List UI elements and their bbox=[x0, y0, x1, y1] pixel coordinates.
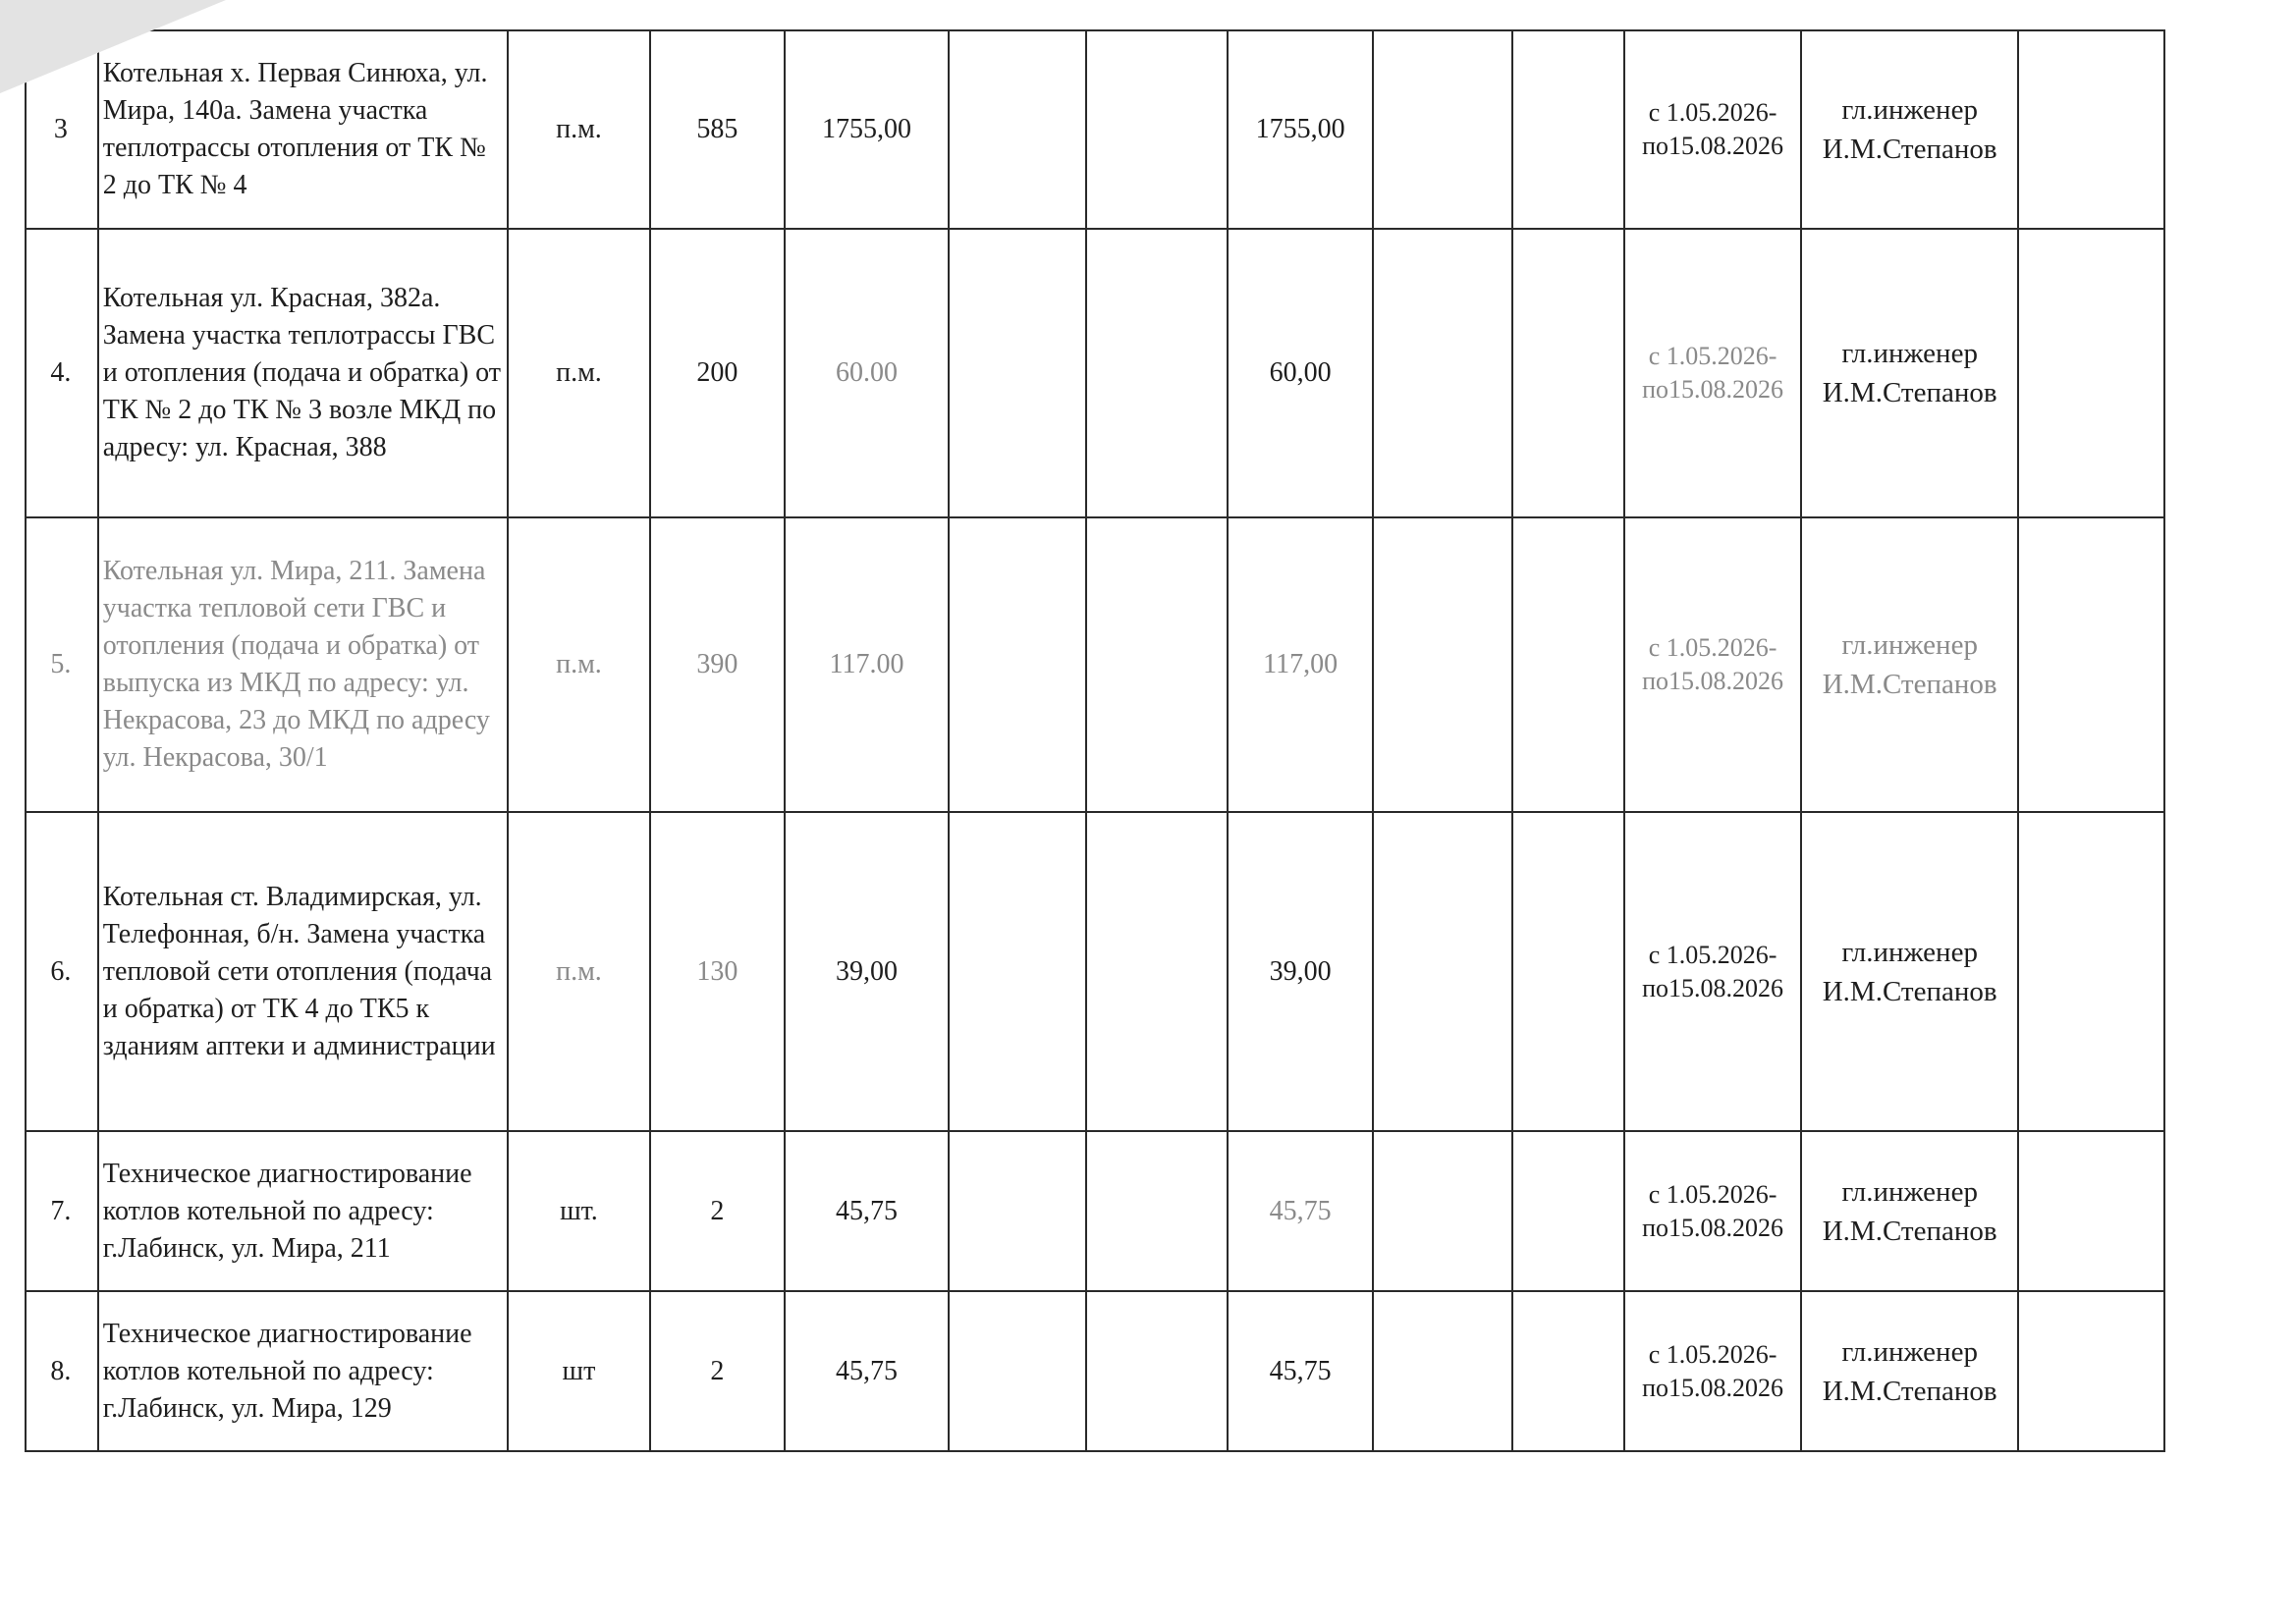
quantity-cell: 130 bbox=[650, 812, 785, 1131]
quantity-cell: 2 bbox=[650, 1131, 785, 1291]
table-row bbox=[26, 517, 2164, 812]
row-number: 8. bbox=[26, 1291, 98, 1451]
empty-cell bbox=[1373, 1291, 1511, 1451]
empty-cell bbox=[2018, 812, 2164, 1131]
amount-cell: 60,00 bbox=[1228, 229, 1374, 517]
empty-cell bbox=[1512, 1131, 1624, 1291]
empty-cell bbox=[2018, 1131, 2164, 1291]
empty-cell bbox=[1086, 812, 1228, 1131]
row-number: 3 bbox=[26, 30, 98, 229]
responsible-cell: гл.инженер И.М.Степанов bbox=[1801, 812, 2018, 1131]
cost-cell: 1755,00 bbox=[785, 30, 949, 229]
empty-cell bbox=[1512, 812, 1624, 1131]
responsible-cell: гл.инженер И.М.Степанов bbox=[1801, 1291, 2018, 1451]
empty-cell bbox=[949, 1291, 1086, 1451]
period-cell: с 1.05.2026- по15.08.2026 bbox=[1624, 30, 1801, 229]
row-number: 7. bbox=[26, 1131, 98, 1291]
row-number: 4. bbox=[26, 229, 98, 517]
scan-folded-corner bbox=[0, 0, 226, 93]
empty-cell bbox=[2018, 1291, 2164, 1451]
quantity-cell: 2 bbox=[650, 1291, 785, 1451]
empty-cell bbox=[1086, 517, 1228, 812]
responsible-cell: гл.инженер И.М.Степанов bbox=[1801, 30, 2018, 229]
responsible-cell: гл.инженер И.М.Степанов bbox=[1801, 229, 2018, 517]
cost-cell: 117.00 bbox=[785, 517, 949, 812]
empty-cell bbox=[1512, 30, 1624, 229]
empty-cell bbox=[1512, 517, 1624, 812]
period-cell: с 1.05.2026- по15.08.2026 bbox=[1624, 1291, 1801, 1451]
empty-cell bbox=[1373, 229, 1511, 517]
amount-cell: 45,75 bbox=[1228, 1131, 1374, 1291]
empty-cell bbox=[2018, 517, 2164, 812]
responsible-cell: гл.инженер И.М.Степанов bbox=[1801, 1131, 2018, 1291]
period-cell: с 1.05.2026- по15.08.2026 bbox=[1624, 1131, 1801, 1291]
unit-cell: п.м. bbox=[508, 229, 650, 517]
table-row bbox=[26, 1131, 2164, 1291]
empty-cell bbox=[949, 517, 1086, 812]
unit-cell: шт. bbox=[508, 1131, 650, 1291]
empty-cell bbox=[1373, 812, 1511, 1131]
empty-cell bbox=[2018, 30, 2164, 229]
table-row bbox=[26, 1291, 2164, 1451]
table-row bbox=[26, 229, 2164, 517]
empty-cell bbox=[1086, 30, 1228, 229]
empty-cell bbox=[1086, 1131, 1228, 1291]
empty-cell bbox=[2018, 229, 2164, 517]
quantity-cell: 200 bbox=[650, 229, 785, 517]
empty-cell bbox=[949, 812, 1086, 1131]
cost-cell: 45,75 bbox=[785, 1291, 949, 1451]
period-cell: с 1.05.2026- по15.08.2026 bbox=[1624, 517, 1801, 812]
table-row bbox=[26, 812, 2164, 1131]
unit-cell: шт bbox=[508, 1291, 650, 1451]
amount-cell: 39,00 bbox=[1228, 812, 1374, 1131]
quantity-cell: 585 bbox=[650, 30, 785, 229]
empty-cell bbox=[1373, 517, 1511, 812]
work-description: Техническое диагностирование котлов котельной по адресу: г.Лабинск, ул. Мира, 211 bbox=[98, 1131, 508, 1291]
amount-cell: 117,00 bbox=[1228, 517, 1374, 812]
period-cell: с 1.05.2026- по15.08.2026 bbox=[1624, 229, 1801, 517]
repair-plan-table bbox=[25, 29, 2165, 1452]
row-number: 6. bbox=[26, 812, 98, 1131]
work-description: Котельная ст. Владимирская, ул. Телефонная, б/н. Замена участка тепловой сети отопления (подача и обратка) от ТК 4 до ТК5 к зданиям аптеки и администрации bbox=[98, 812, 508, 1131]
cost-cell: 45,75 bbox=[785, 1131, 949, 1291]
amount-cell: 1755,00 bbox=[1228, 30, 1374, 229]
work-description: Котельная ул. Красная, 382а. Замена участка теплотрассы ГВС и отопления (подача и обратка) от ТК № 2 до ТК № 3 возле МКД по адресу: ул. Красная, 388 bbox=[98, 229, 508, 517]
row-number: 5. bbox=[26, 517, 98, 812]
period-cell: с 1.05.2026- по15.08.2026 bbox=[1624, 812, 1801, 1131]
empty-cell bbox=[1512, 1291, 1624, 1451]
amount-cell: 45,75 bbox=[1228, 1291, 1374, 1451]
empty-cell bbox=[949, 229, 1086, 517]
unit-cell: п.м. bbox=[508, 30, 650, 229]
unit-cell: п.м. bbox=[508, 812, 650, 1131]
cost-cell: 39,00 bbox=[785, 812, 949, 1131]
unit-cell: п.м. bbox=[508, 517, 650, 812]
empty-cell bbox=[1373, 30, 1511, 229]
empty-cell bbox=[949, 30, 1086, 229]
empty-cell bbox=[1512, 229, 1624, 517]
work-description: Котельная ул. Мира, 211. Замена участка тепловой сети ГВС и отопления (подача и обратка) от выпуска из МКД по адресу: ул. Некрасова, 23 до МКД по адресу ул. Некрасова, 30/1 bbox=[98, 517, 508, 812]
work-description: Котельная х. Первая Синюха, ул. Мира, 140а. Замена участка теплотрассы отопления от ТК № 2 до ТК № 4 bbox=[98, 30, 508, 229]
empty-cell bbox=[1086, 1291, 1228, 1451]
quantity-cell: 390 bbox=[650, 517, 785, 812]
empty-cell bbox=[949, 1131, 1086, 1291]
work-description: Техническое диагностирование котлов котельной по адресу: г.Лабинск, ул. Мира, 129 bbox=[98, 1291, 508, 1451]
empty-cell bbox=[1373, 1131, 1511, 1291]
cost-cell: 60.00 bbox=[785, 229, 949, 517]
table-row bbox=[26, 30, 2164, 229]
empty-cell bbox=[1086, 229, 1228, 517]
responsible-cell: гл.инженер И.М.Степанов bbox=[1801, 517, 2018, 812]
